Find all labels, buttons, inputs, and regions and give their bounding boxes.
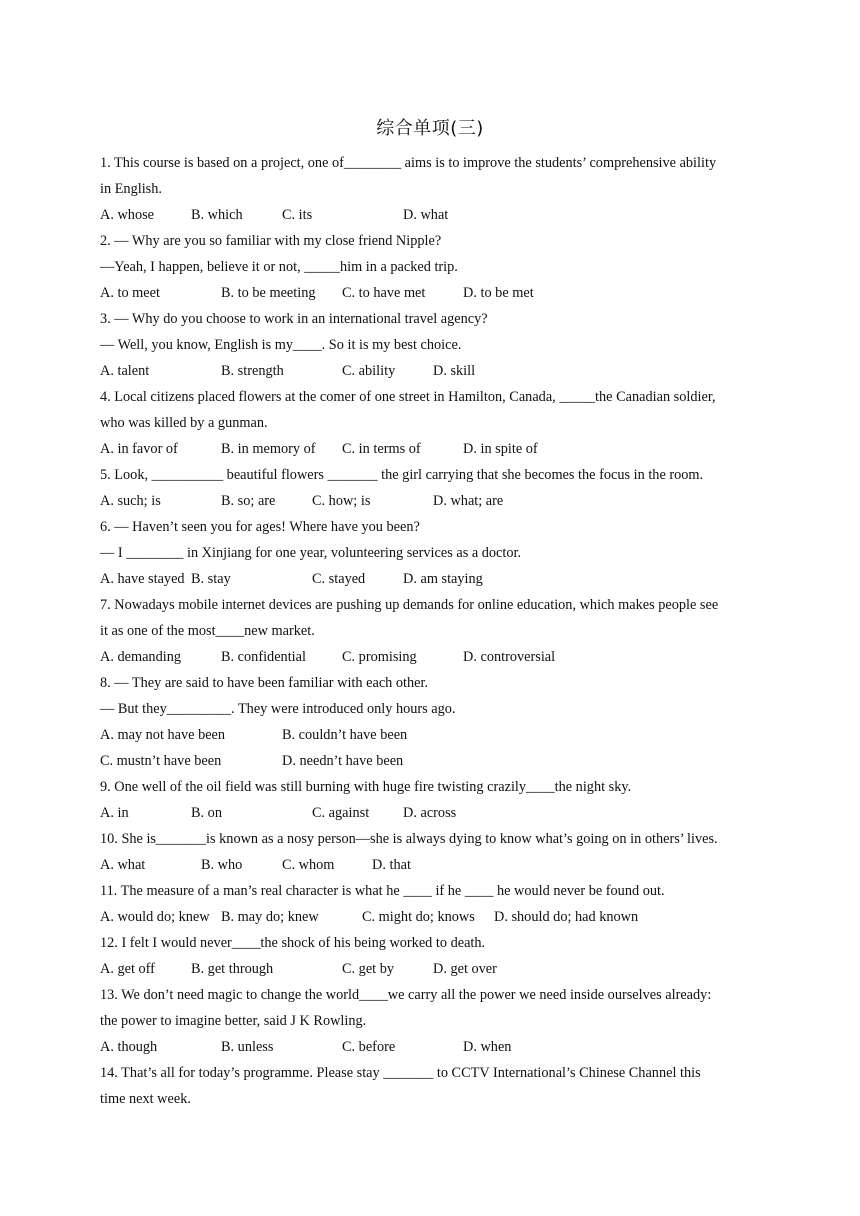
answer-option: A. what [100,857,146,873]
answer-option: D. what; are [433,493,504,509]
answer-option: B. who [201,857,243,873]
answer-option: A. whose [100,207,155,223]
question-item [100,514,762,592]
options-row [100,852,762,878]
options-row [100,566,762,592]
question-stem-continued: the power to imagine better, said J K Rowling. [100,1013,367,1029]
answer-option: B. may do; knew [221,909,319,925]
question-stem: 1. This course is based on a project, one of________ aims is to improve the students’ comprehensive ability [100,155,717,171]
answer-option: C. promising [342,649,417,665]
question-item [100,150,762,228]
answer-option: C. to have met [342,285,426,301]
answer-option: C. how; is [312,493,371,509]
question-stem-continued: — But they_________. They were introduced only hours ago. [100,701,456,717]
answer-option: A. though [100,1039,158,1055]
answer-option: D. to be met [463,285,534,301]
question-stem: 10. She is_______is known as a nosy person—she is always dying to know what’s going on in others’ lives. [100,831,718,847]
question-item [100,228,762,306]
question-stem-continued: time next week. [100,1091,191,1107]
question-stem: 5. Look, __________ beautiful flowers _______ the girl carrying that she becomes the focus in the room. [100,467,704,483]
answer-option: B. which [191,207,243,223]
question-item [100,462,762,514]
question-stem: 3. — Why do you choose to work in an international travel agency? [100,311,488,327]
answer-option: B. confidential [221,649,306,665]
answer-option: C. get by [342,961,395,977]
question-item [100,774,762,826]
options-row [100,748,762,774]
answer-option: A. in [100,805,129,821]
answer-option: A. get off [100,961,155,977]
options-row [100,722,762,748]
question-item [100,670,762,774]
answer-option: D. controversial [463,649,556,665]
answer-option: C. before [342,1039,396,1055]
options-row [100,904,762,930]
options-row [100,800,762,826]
question-stem-continued: who was killed by a gunman. [100,415,268,431]
question-item [100,384,762,462]
question-stem-continued: it as one of the most____new market. [100,623,315,639]
question-item [100,878,762,930]
answer-option: D. that [372,857,411,873]
question-stem-continued: —Yeah, I happen, believe it or not, _____him in a packed trip. [100,259,458,275]
answer-option: B. in memory of [221,441,316,457]
options-row [100,358,762,384]
answer-option: C. mustn’t have been [100,753,222,769]
question-stem: 11. The measure of a man’s real character is what he ____ if he ____ he would never be found out. [100,883,665,899]
options-row [100,488,762,514]
answer-option: C. whom [282,857,335,873]
answer-option: A. in favor of [100,441,178,457]
answer-option: A. such; is [100,493,161,509]
question-stem: 2. — Why are you so familiar with my close friend Nipple? [100,233,442,249]
question-stem: 12. I felt I would never____the shock of his being worked to death. [100,935,486,951]
question-item [100,592,762,670]
answer-option: C. might do; knows [362,909,475,925]
answer-option: D. in spite of [463,441,538,457]
question-stem: 13. We don’t need magic to change the world____we carry all the power we need inside ourselves already: [100,987,712,1003]
answer-option: C. ability [342,363,396,379]
question-stem: 4. Local citizens placed flowers at the comer of one street in Hamilton, Canada, _____the Canadian soldier, [100,389,716,405]
answer-option: A. have stayed [100,571,185,587]
answer-option: B. strength [221,363,284,379]
question-item [100,930,762,982]
question-stem-continued: — Well, you know, English is my____. So it is my best choice. [100,337,462,353]
answer-option: C. in terms of [342,441,421,457]
question-stem: 14. That’s all for today’s programme. Please stay _______ to CCTV International’s Chinese Channel this [100,1065,701,1081]
answer-option: A. may not have been [100,727,226,743]
answer-option: D. across [403,805,457,821]
answer-option: D. what [403,207,449,223]
question-stem: 6. — Haven’t seen you for ages! Where have you been? [100,519,420,535]
options-row [100,1034,762,1060]
answer-option: C. against [312,805,370,821]
options-row [100,436,762,462]
answer-option: B. on [191,805,222,821]
question-list [100,150,762,1112]
options-row [100,956,762,982]
answer-option: D. when [463,1039,512,1055]
answer-option: D. should do; had known [494,909,639,925]
answer-option: B. so; are [221,493,276,509]
question-item [100,826,762,878]
answer-option: A. demanding [100,649,181,665]
page-title: 综合单项(三) [376,118,484,139]
answer-option: A. to meet [100,285,160,301]
answer-option: A. would do; knew [100,909,210,925]
question-item [100,306,762,384]
answer-option: C. its [282,207,313,223]
answer-option: C. stayed [312,571,366,587]
question-stem: 7. Nowadays mobile internet devices are pushing up demands for online education, which makes people see [100,597,719,613]
options-row [100,644,762,670]
answer-option: D. skill [433,363,476,379]
question-item [100,1060,762,1112]
question-stem: 9. One well of the oil field was still burning with huge fire twisting crazily____the night sky. [100,779,632,795]
answer-option: B. unless [221,1039,274,1055]
answer-option: A. talent [100,363,150,379]
options-row [100,280,762,306]
answer-option: D. get over [433,961,497,977]
answer-option: B. stay [191,571,231,587]
question-item [100,982,762,1060]
question-stem: 8. — They are said to have been familiar with each other. [100,675,429,691]
answer-option: B. to be meeting [221,285,316,301]
answer-option: D. am staying [403,571,483,587]
answer-option: B. get through [191,961,274,977]
answer-option: B. couldn’t have been [282,727,408,743]
question-stem-continued: in English. [100,181,162,197]
question-stem-continued: — I ________ in Xinjiang for one year, volunteering services as a doctor. [100,545,522,561]
answer-option: D. needn’t have been [282,753,404,769]
options-row [100,202,762,228]
